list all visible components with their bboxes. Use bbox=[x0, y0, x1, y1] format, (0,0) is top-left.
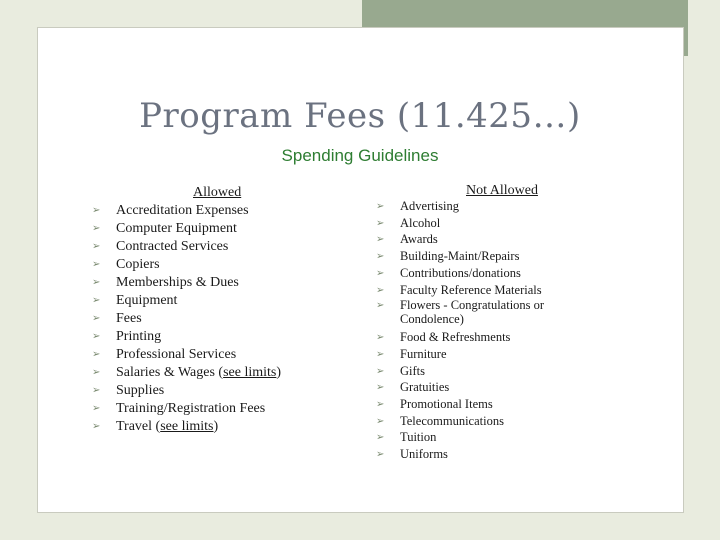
list-item bbox=[376, 329, 596, 346]
list-item-text: Accreditation Expenses bbox=[116, 203, 249, 218]
list-item bbox=[376, 231, 596, 248]
list-item bbox=[376, 446, 596, 463]
bullet-arrow-icon: ➢ bbox=[92, 367, 101, 378]
list-item-text: Advertising bbox=[400, 199, 460, 213]
bullet-arrow-icon: ➢ bbox=[376, 365, 385, 377]
allowed-list bbox=[92, 202, 342, 436]
bullet-arrow-icon: ➢ bbox=[376, 348, 385, 360]
list-item-text: Promotional Items bbox=[400, 397, 493, 412]
bullet-arrow-icon: ➢ bbox=[376, 201, 385, 212]
list-item bbox=[376, 346, 596, 363]
list-item-text: Fees bbox=[116, 311, 142, 326]
bullet-arrow-icon: ➢ bbox=[92, 277, 101, 288]
list-item-text: Computer Equipment bbox=[116, 221, 237, 236]
list-item bbox=[92, 292, 342, 310]
list-item bbox=[376, 413, 596, 430]
list-item bbox=[92, 256, 342, 274]
not-allowed-column bbox=[376, 184, 596, 463]
list-item bbox=[92, 274, 342, 292]
bullet-arrow-icon: ➢ bbox=[376, 432, 385, 444]
list-item bbox=[376, 363, 596, 380]
list-item bbox=[92, 364, 342, 382]
list-item-suffix: ) bbox=[276, 365, 282, 380]
bullet-arrow-icon: ➢ bbox=[376, 217, 385, 229]
see-limits-link[interactable]: see limits bbox=[160, 419, 214, 434]
list-item bbox=[92, 382, 342, 400]
list-item bbox=[376, 215, 596, 232]
list-item bbox=[92, 418, 342, 436]
bullet-arrow-icon: ➢ bbox=[92, 421, 101, 432]
list-item bbox=[92, 346, 342, 364]
list-item bbox=[376, 379, 596, 396]
list-item-text: Equipment bbox=[116, 293, 178, 308]
bullet-arrow-icon: ➢ bbox=[376, 284, 385, 296]
list-item-text: Professional Services bbox=[116, 347, 237, 362]
list-item-text: Telecommunications bbox=[400, 413, 504, 428]
list-item bbox=[92, 238, 342, 256]
bullet-arrow-icon: ➢ bbox=[92, 313, 101, 324]
slide-title: Program Fees (11.425…) bbox=[139, 96, 581, 136]
bullet-arrow-icon: ➢ bbox=[92, 223, 101, 234]
list-item bbox=[376, 298, 596, 329]
bullet-arrow-icon: ➢ bbox=[376, 251, 385, 263]
bullet-arrow-icon: ➢ bbox=[92, 331, 101, 342]
list-item-text: Alcohol bbox=[400, 215, 441, 230]
list-item-text: Travel ( bbox=[116, 419, 161, 434]
bullet-arrow-icon: ➢ bbox=[92, 259, 101, 270]
list-item-text: Building-Maint/Repairs bbox=[400, 249, 520, 264]
list-item bbox=[92, 328, 342, 346]
bullet-arrow-icon: ➢ bbox=[376, 332, 385, 344]
list-item-text: Faculty Reference Materials bbox=[400, 282, 542, 297]
bullet-arrow-icon: ➢ bbox=[92, 241, 101, 252]
list-item bbox=[376, 198, 596, 215]
list-item bbox=[376, 396, 596, 413]
bullet-arrow-icon: ➢ bbox=[376, 382, 385, 394]
list-item bbox=[92, 202, 342, 220]
bullet-arrow-icon: ➢ bbox=[92, 403, 101, 414]
list-item-text: Contracted Services bbox=[116, 239, 229, 254]
bullet-arrow-icon: ➢ bbox=[92, 205, 101, 216]
list-item-suffix: ) bbox=[213, 419, 219, 434]
list-item-text: Tuition bbox=[400, 430, 437, 445]
list-item bbox=[376, 282, 596, 299]
see-limits-link[interactable]: see limits bbox=[223, 365, 277, 380]
list-item-text: Memberships & Dues bbox=[116, 275, 239, 290]
bullet-arrow-icon: ➢ bbox=[92, 295, 101, 306]
list-item bbox=[92, 220, 342, 238]
list-item-text: Flowers - Congratulations or Condolence) bbox=[400, 298, 545, 327]
bullet-arrow-icon: ➢ bbox=[376, 300, 385, 312]
allowed-heading: Allowed bbox=[193, 185, 242, 200]
list-item-text: Awards bbox=[400, 232, 438, 247]
bullet-arrow-icon: ➢ bbox=[376, 399, 385, 411]
slide-subtitle: Spending Guidelines bbox=[281, 146, 439, 165]
list-item bbox=[376, 265, 596, 282]
list-item-text: Uniforms bbox=[400, 447, 448, 462]
list-item-text: Contributions/donations bbox=[400, 265, 521, 280]
list-item-text: Gratuities bbox=[400, 380, 450, 395]
list-item bbox=[376, 429, 596, 446]
bullet-arrow-icon: ➢ bbox=[376, 267, 385, 279]
list-item-text: Food & Refreshments bbox=[400, 330, 511, 345]
list-item-text: Gifts bbox=[400, 363, 425, 378]
bullet-arrow-icon: ➢ bbox=[92, 349, 101, 360]
not-allowed-heading: Not Allowed bbox=[466, 183, 538, 198]
list-item bbox=[92, 400, 342, 418]
bullet-arrow-icon: ➢ bbox=[376, 449, 385, 461]
list-item-text: Furniture bbox=[400, 346, 447, 361]
not-allowed-list bbox=[376, 198, 596, 463]
list-item-text: Copiers bbox=[116, 257, 160, 272]
list-item-text: Printing bbox=[116, 329, 162, 344]
bullet-arrow-icon: ➢ bbox=[376, 415, 385, 427]
bullet-arrow-icon: ➢ bbox=[92, 385, 101, 396]
list-item-text: Training/Registration Fees bbox=[116, 401, 266, 416]
allowed-column bbox=[92, 184, 342, 436]
list-item bbox=[376, 248, 596, 265]
bullet-arrow-icon: ➢ bbox=[376, 234, 385, 246]
list-item-text: Salaries & Wages ( bbox=[116, 365, 224, 380]
list-item bbox=[92, 310, 342, 328]
list-item-text: Supplies bbox=[116, 383, 165, 398]
